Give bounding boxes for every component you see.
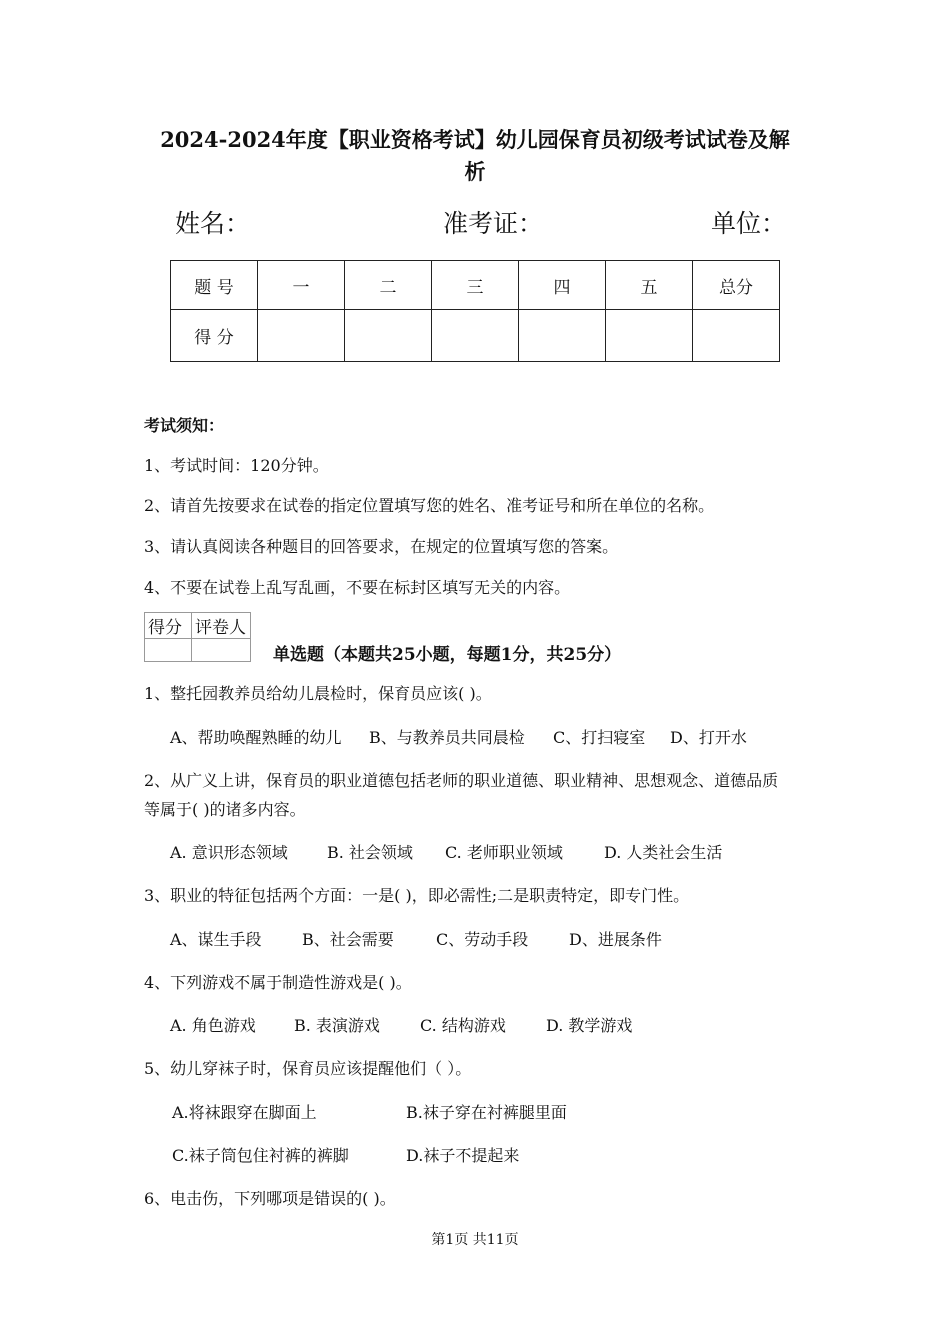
score-cell-4: 四: [519, 261, 606, 310]
question-stem: 2、从广义上讲，保育员的职业道德包括老师的职业道德、职业精神、思想观念、道德品质: [144, 771, 779, 790]
option-text: B.袜子穿在衬裤腿里面: [406, 1103, 567, 1122]
question-stem: 4、下列游戏不属于制造性游戏是( )。: [144, 973, 412, 992]
score-cell-3: 三: [432, 261, 519, 310]
score-row-label: 得 分: [171, 310, 258, 362]
exam-id-label: 准考证：: [443, 209, 544, 238]
option-text: A.将袜跟穿在脚面上: [172, 1103, 317, 1122]
name-label: 姓名：: [175, 209, 251, 238]
score-cell-2: 二: [345, 261, 432, 310]
option-text: A. 意识形态领域: [170, 843, 288, 862]
option-text: A、帮助唤醒熟睡的幼儿: [170, 728, 342, 747]
notice-item: 3、请认真阅读各种题目的回答要求，在规定的位置填写您的答案。: [144, 537, 619, 556]
grader-reviewer-field[interactable]: [192, 639, 251, 662]
score-table-score-row: [171, 310, 780, 362]
question-stem-continued: 等属于( )的诸多内容。: [144, 800, 306, 819]
option-text: C.袜子筒包住衬裤的裤脚: [172, 1146, 349, 1165]
option-text: B. 社会领域: [327, 843, 413, 862]
grader-reviewer-label: 评卷人: [192, 613, 251, 639]
notice-item: 2、请首先按要求在试卷的指定位置填写您的姓名、准考证号和所在单位的名称。: [144, 496, 715, 515]
option-text: B、与教养员共同晨检: [369, 728, 525, 747]
document-title-line1: 2024-2024年度【职业资格考试】幼儿园保育员初级考试试卷及解: [160, 127, 790, 152]
question-stem: 3、职业的特征包括两个方面：一是( )，即必需性;二是职责特定，即专门性。: [144, 886, 690, 905]
option-text: D、进展条件: [569, 930, 662, 949]
score-input-2[interactable]: [345, 310, 432, 362]
score-table: [170, 260, 780, 362]
score-input-3[interactable]: [432, 310, 519, 362]
score-input-1[interactable]: [258, 310, 345, 362]
question-stem: 6、电击伤，下列哪项是错误的( )。: [144, 1189, 396, 1208]
score-cell-5: 五: [606, 261, 693, 310]
score-cell-label: 题 号: [171, 261, 258, 310]
unit-label: 单位：: [711, 209, 787, 238]
score-cell-total: 总分: [693, 261, 780, 310]
score-input-total[interactable]: [693, 310, 780, 362]
option-text: A、谋生手段: [170, 930, 262, 949]
option-text: C. 老师职业领域: [445, 843, 563, 862]
option-text: D. 教学游戏: [546, 1016, 633, 1035]
option-text: B. 表演游戏: [294, 1016, 380, 1035]
score-input-4[interactable]: [519, 310, 606, 362]
option-text: C、劳动手段: [436, 930, 529, 949]
document-title-line2: 析: [464, 159, 486, 184]
option-text: A. 角色游戏: [170, 1016, 256, 1035]
option-text: B、社会需要: [302, 930, 394, 949]
page-footer: 第1页 共11页: [431, 1232, 519, 1248]
notice-item: 4、不要在试卷上乱写乱画，不要在标封区填写无关的内容。: [144, 578, 571, 597]
option-text: D.袜子不提起来: [406, 1146, 520, 1165]
score-input-5[interactable]: [606, 310, 693, 362]
grader-score-label: 得分: [145, 613, 192, 639]
notice-heading: 考试须知：: [144, 416, 225, 435]
grader-score-field[interactable]: [145, 639, 192, 662]
option-text: C. 结构游戏: [420, 1016, 506, 1035]
option-text: C、打扫寝室: [553, 728, 646, 747]
option-text: D、打开水: [670, 728, 747, 747]
question-stem: 1、整托园教养员给幼儿晨检时，保育员应该( )。: [144, 684, 492, 703]
option-text: D. 人类社会生活: [604, 843, 723, 862]
notice-item: 1、考试时间：120分钟。: [144, 456, 329, 475]
score-table-header-row: [171, 261, 780, 310]
section-title: 单选题（本题共25小题，每题1分，共25分）: [273, 645, 622, 665]
question-stem: 5、幼儿穿袜子时，保育员应该提醒他们（ ）。: [144, 1059, 472, 1078]
grader-box: [144, 612, 251, 662]
score-cell-1: 一: [258, 261, 345, 310]
